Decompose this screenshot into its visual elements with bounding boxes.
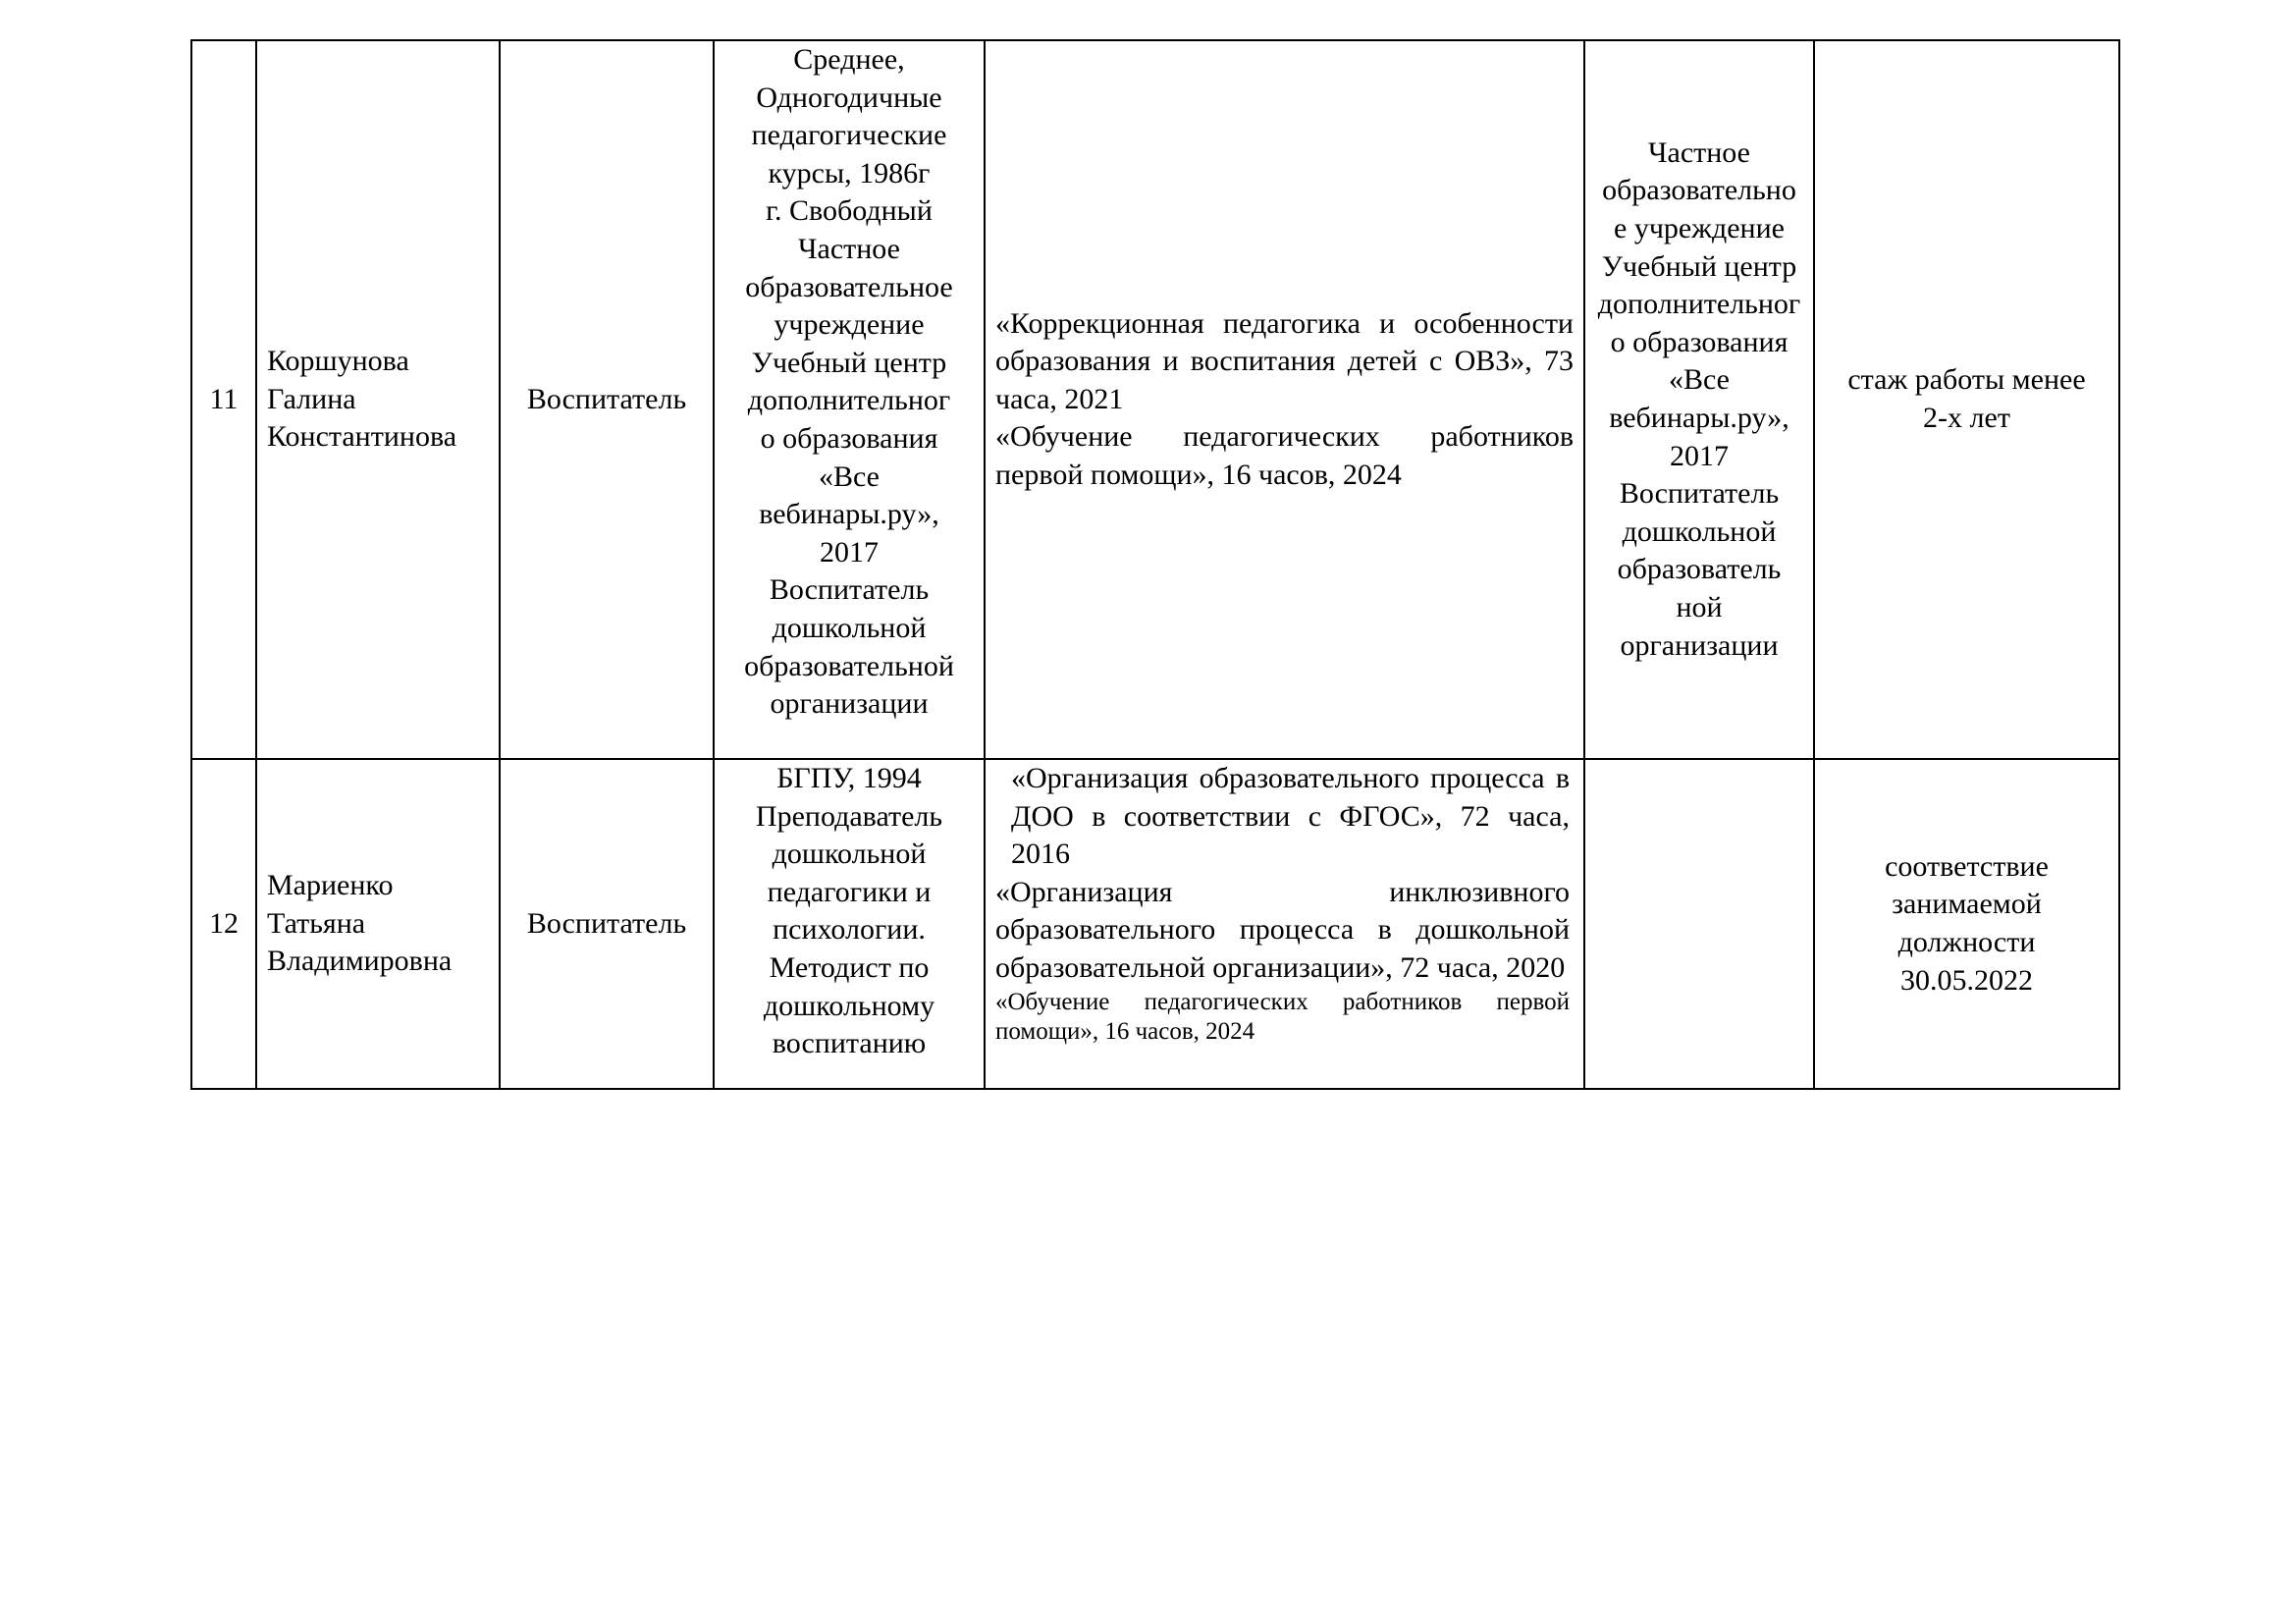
category-cell: стаж работы менее 2-х лет <box>1814 40 2119 759</box>
education-cell: БГПУ, 1994 Преподаватель дошкольной педагогики и психологии. Методист по дошкольному воспитанию <box>714 759 985 1089</box>
employee-name: Коршунова Галина Константинова <box>256 40 500 759</box>
education-cell: Среднее, Одногодичные педагогические курсы, 1986г г. Свободный Частное образовательное учреждение Учебный центр дополнительног о образования «Все вебинары.ру», 2017 Воспитатель дошкольной образовательной организации <box>714 40 985 759</box>
course-item: «Обучение педагогических работников первой помощи», 16 часов, 2024 <box>995 988 1570 1045</box>
retraining-cell: Частное образовательно е учреждение Учебный центр дополнительног о образования «Все вебинары.ру», 2017 Воспитатель дошкольной образователь ной организации <box>1584 40 1814 759</box>
course-item: «Обучение педагогических работников первой помощи», 16 часов, 2024 <box>995 420 1574 491</box>
table-row <box>191 759 2119 1089</box>
employee-name: Мариенко Татьяна Владимировна <box>256 759 500 1089</box>
course-item: «Коррекционная педагогика и особенности образования и воспитания детей с ОВЗ», 73 часа, 2021 <box>995 306 1574 415</box>
courses-cell <box>985 759 1584 1089</box>
row-number: 12 <box>191 759 256 1089</box>
courses-cell <box>985 40 1584 759</box>
staff-qualification-table <box>190 39 2120 1090</box>
table-row <box>191 40 2119 759</box>
row-number: 11 <box>191 40 256 759</box>
course-item: «Организация инклюзивного образовательного процесса в дошкольной образовательной организации», 72 часа, 2020 <box>995 875 1570 984</box>
employee-position: Воспитатель <box>500 759 714 1089</box>
course-item: «Организация образовательного процесса в ДОО в соответствии с ФГОС», 72 часа, 2016 <box>1011 762 1570 871</box>
retraining-cell <box>1584 759 1814 1089</box>
employee-position: Воспитатель <box>500 40 714 759</box>
category-cell: соответствие занимаемой должности 30.05.2022 <box>1814 759 2119 1089</box>
